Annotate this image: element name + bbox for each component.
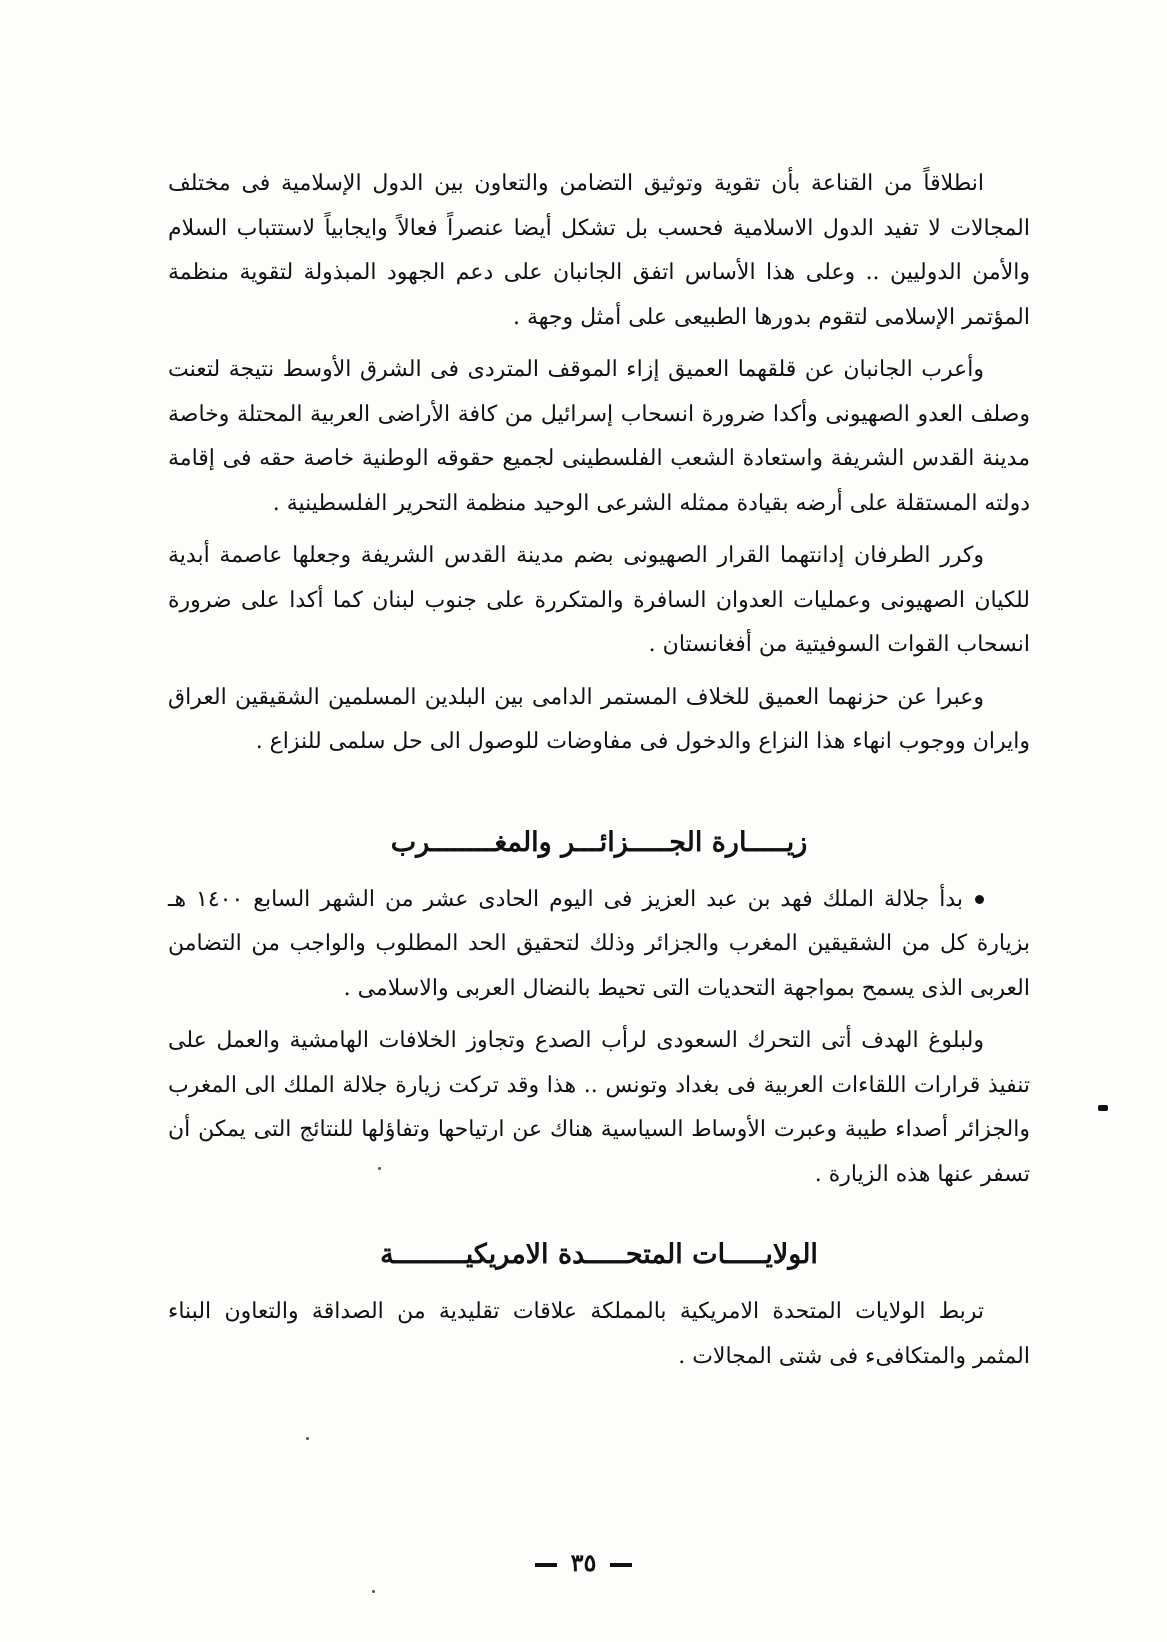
bullet-paragraph [168, 878, 1030, 1012]
section-heading-united-states: الولايـــــات المتحـــــدة الامريكيـــــــــة [380, 1239, 818, 1270]
bullet-icon [975, 895, 984, 904]
page-number [0, 1548, 1167, 1577]
paragraph: انطلاقاً من القناعة بأن تقوية وتوثيق التضامن والتعاون بين الدول الإسلامية فى مختلف المجالات لا تفيد الدول الاسلامية فحسب بل تشكل أيضا عنصراً فعالاً وايجابياً لاستتباب السلام والأمن الدوليين .. وعلى هذا الأساس اتفق الجانبان على دعم الجهود المبذولة لتقوية منظمة المؤتمر الإسلامى لتقوم بدورها الطبيعى على أمثل وجهة . [168, 171, 1030, 330]
paragraph: تربط الولايات المتحدة الامريكية بالمملكة علاقات تقليدية من الصداقة والتعاون البناء المثمر والمتكافىء فى شتى المجالات . [168, 1299, 1030, 1369]
page-body [168, 162, 1030, 1379]
margin-mark-icon [1098, 1105, 1108, 1111]
scan-speck-icon [306, 1437, 309, 1440]
scan-speck-icon [378, 1167, 381, 1170]
paragraph-text: بدأ جلالة الملك فهد بن عبد العزيز فى اليوم الحادى عشر من الشهر السابع ١٤٠٠ هـ بزيارة كل من الشقيقين المغرب والجزائر وذلك لتحقيق الحد المطلوب والواجب من التضامن العربى الذى يسمح بمواجهة التحديات التى تحيط بالنضال العربى والاسلامى . [168, 886, 1030, 1001]
page-number-text: ٣٥ [570, 1548, 597, 1577]
scan-speck-icon [372, 1590, 375, 1593]
paragraph: ولبلوغ الهدف أتى التحرك السعودى لرأب الصدع وتجاوز الخلافات الهامشية والعمل على تنفيذ قرارات اللقاءات العربية فى بغداد وتونس .. هذا وقد تركت زيارة جلالة الملك الى المغرب والجزائر أصداء طيبة وعبرت الأوساط السياسية هناك عن ارتياحها وتفاؤلها للنتائج التى يمكن أن تسفر عنها هذه الزيارة . [168, 1028, 1030, 1187]
paragraph: وعبرا عن حزنهما العميق للخلاف المستمر الدامى بين البلدين المسلمين الشقيقين العراق وايران ووجوب انهاء هذا النزاع والدخول فى مفاوضات للوصول الى حل سلمى للنزاع . [168, 684, 1030, 754]
section-heading-algeria-morocco-visit: زيـــــارة الجـــــزائـــر والمغــــــــرب [390, 826, 808, 858]
paragraph: وأعرب الجانبان عن قلقهما العميق إزاء الموقف المتردى فى الشرق الأوسط نتيجة لتعنت وصلف العدو الصهيونى وأكدا ضرورة انسحاب إسرائيل من كافة الأراضى العربية المحتلة وخاصة مدينة القدس الشريفة واستعادة الشعب الفلسطينى لجميع حقوقه الوطنية خاصة حقه فى إقامة دولته المستقلة على أرضه بقيادة ممثله الشرعى الوحيد منظمة التحرير الفلسطينية . [168, 357, 1030, 516]
paragraph: وكرر الطرفان إدانتهما القرار الصهيونى بضم مدينة القدس الشريفة وجعلها عاصمة أبدية للكيان الصهيونى وعمليات العدوان السافرة والمتكررة على جنوب لبنان كما أكدا على ضرورة انسحاب القوات السوفيتية من أفغانستان . [168, 543, 1030, 657]
dash-icon [610, 1563, 632, 1567]
dash-icon [535, 1563, 557, 1567]
